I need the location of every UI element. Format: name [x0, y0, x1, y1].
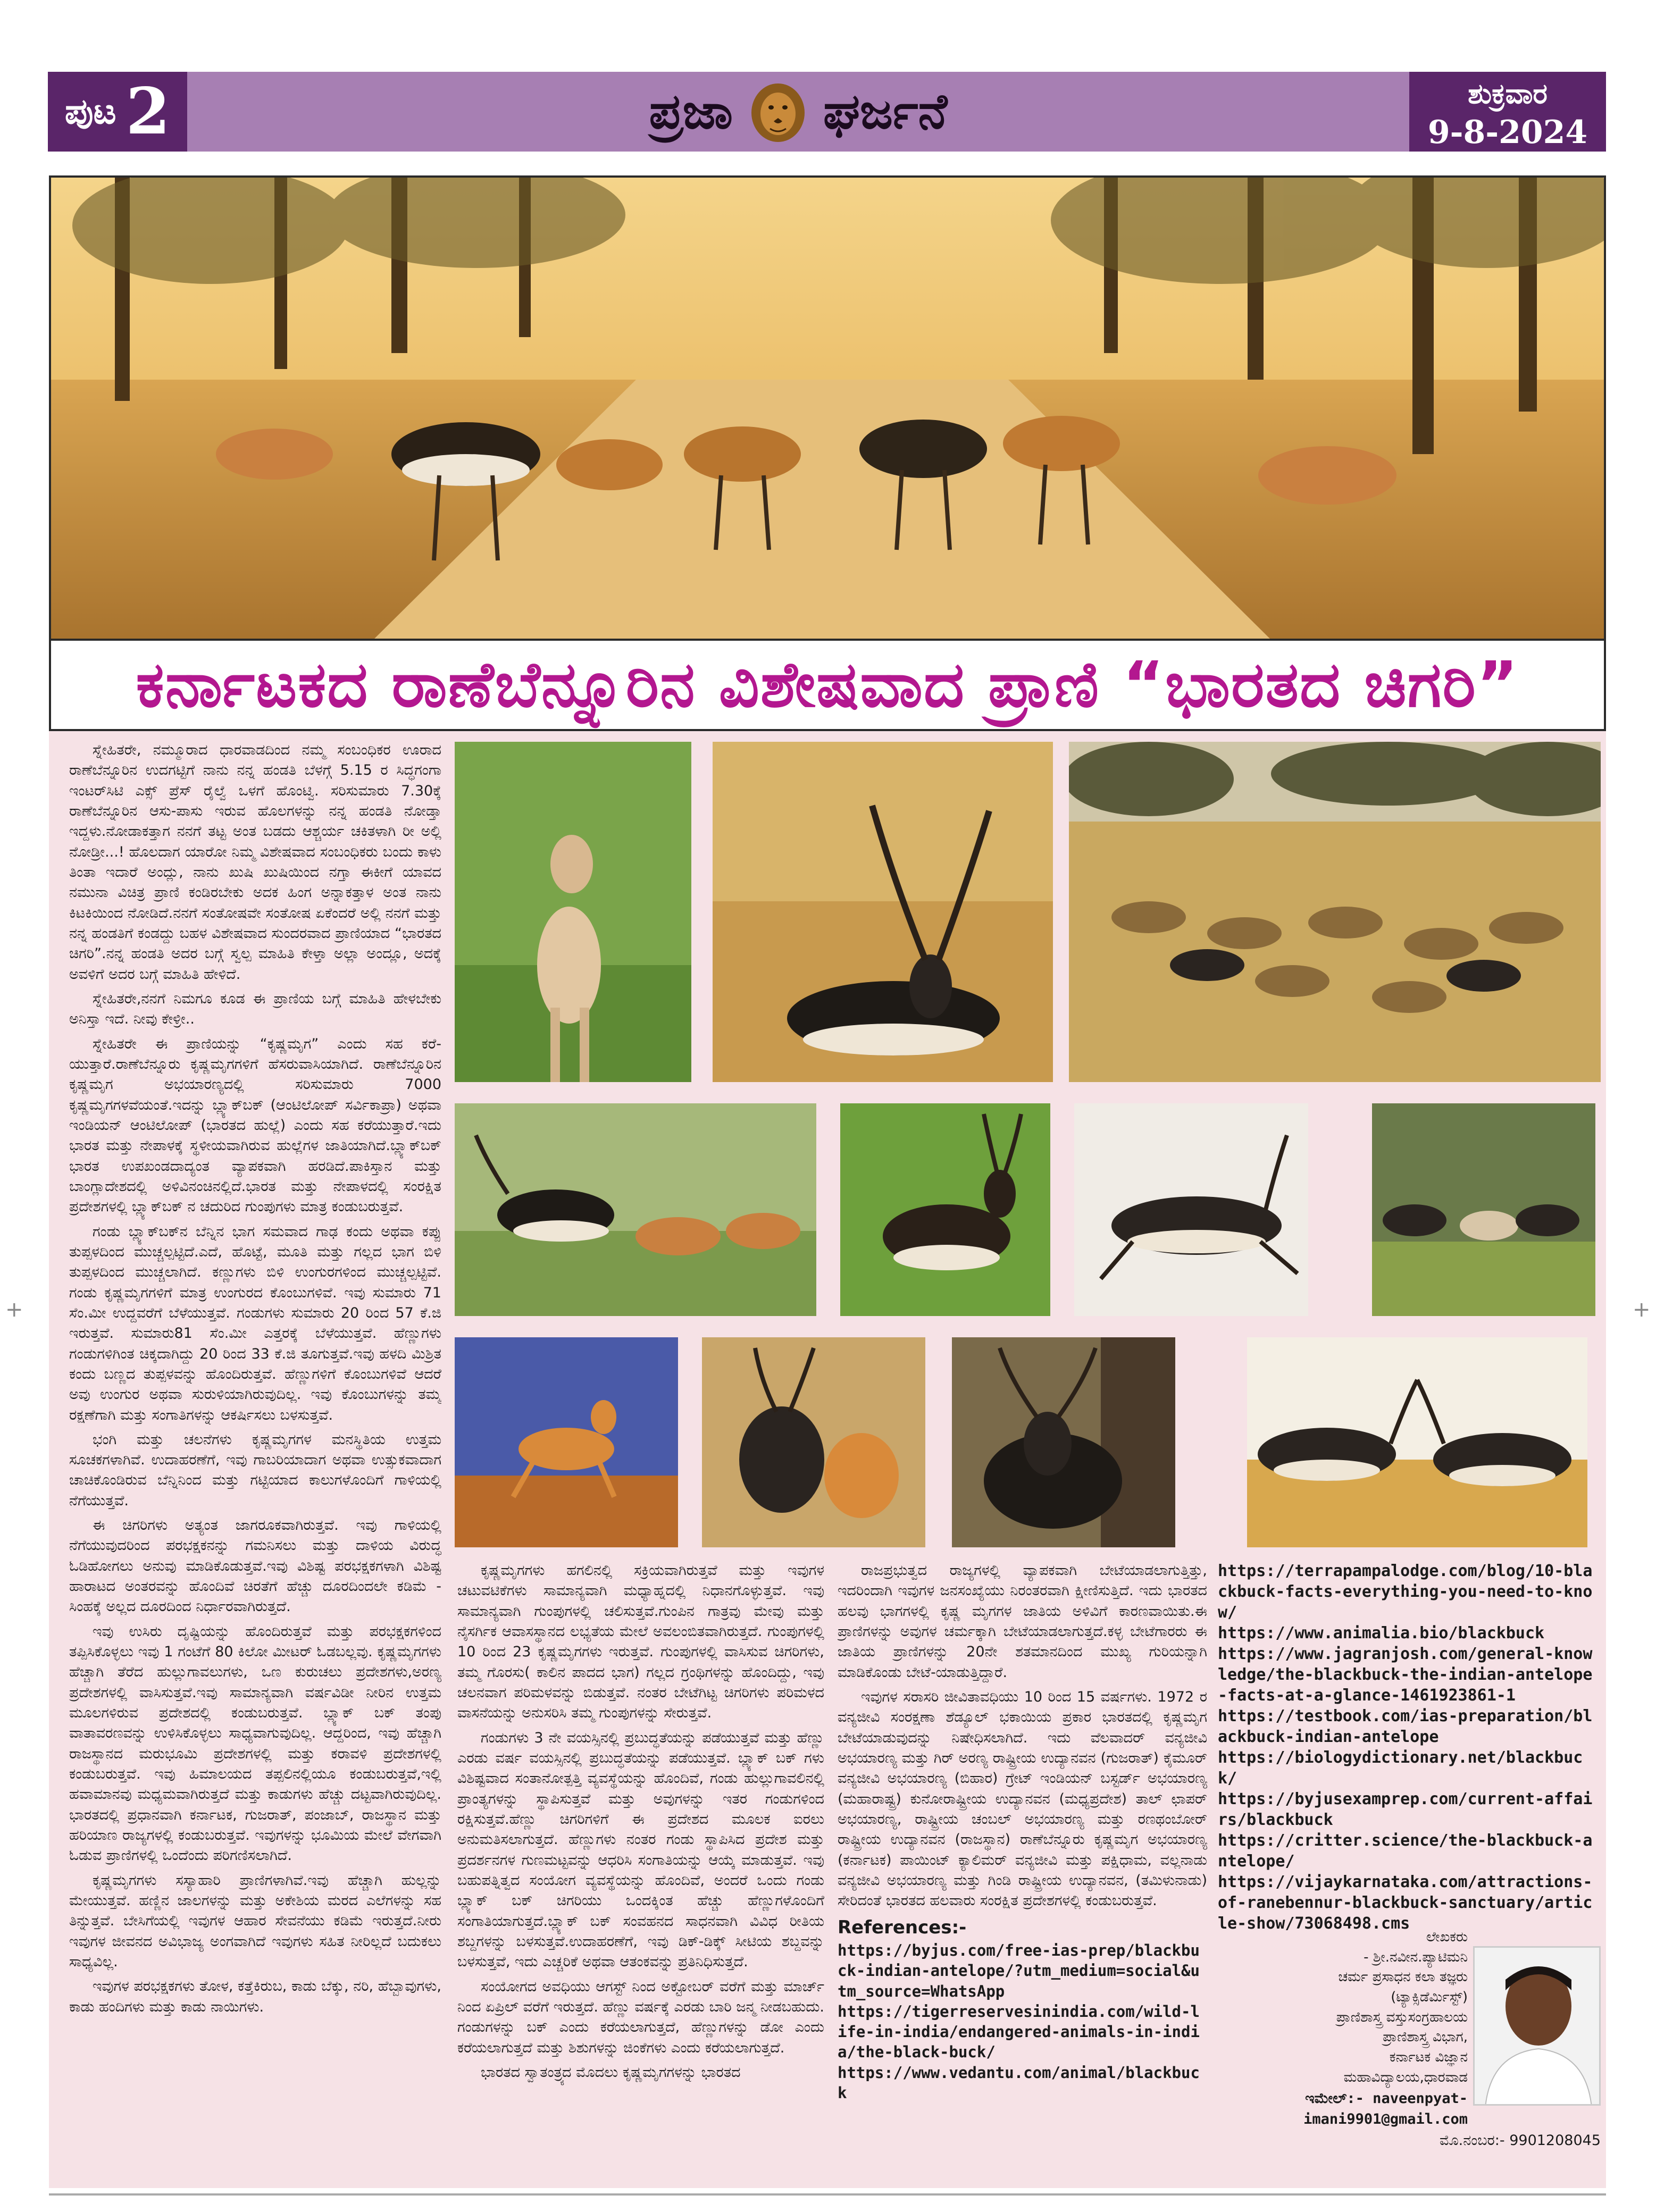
- paragraph: ಸಂಯೋಗದ ಅವಧಿಯು ಆಗಸ್ಟ್ ನಿಂದ ಅಕ್ಟೋಬರ್ ವರೆಗೆ ಮತ್ತು ಮಾರ್ಚ್ ನಿಂದ ಏಪ್ರಿಲ್ ವರೆಗೆ ಇರುತ್ತದೆ. ಹೆಣ್ಣು ವರ್ಷಕ್ಕೆ ಎರಡು ಬಾರಿ ಜನ್ಮ ನೀಡಬಹುದು. ಗಂಡುಗಳನ್ನು ಬಕ್ ಎಂದು ಕರೆಯಲಾಗುತ್ತದೆ, ಹೆಣ್ಣುಗಳನ್ನು ಡೋ ಎಂದು ಕರೆಯಲಾಗುತ್ತದೆ ಮತ್ತು ಶಿಶುಗಳನ್ನು ಜಿಂಕೆಗಳು ಎಂದು ಕರೆಯಲಾಗುತ್ತದೆ.: [457, 1978, 824, 2056]
- paragraph: ರಾಜಪ್ರಭುತ್ವದ ರಾಜ್ಯಗಳಲ್ಲಿ ವ್ಯಾಪಕವಾಗಿ ಬೇಟೆಯಾಡಲಾಗುತ್ತಿತ್ತು, ಇದರಿಂದಾಗಿ ಇವುಗಳ ಜನಸಂಖ್ಯೆಯು ನಿರಂತರವಾಗಿ ಕ್ಷೀಣಿಸುತ್ತಿದೆ. ಇದು ಭಾರತದ ಹಲವು ಭಾಗಗಳಲ್ಲಿ ಕೃಷ್ಣ ಮೃಗಗಳ ಜಾತಿಯ ಅಳಿವಿಗೆ ಕಾರಣವಾಯಿತು.ಈ ಪ್ರಾಣಿಗಳನ್ನು ಅವುಗಳ ಚರ್ಮಕ್ಕಾಗಿ ಬೇಟೆಯಾಡಲಾಗುತ್ತದೆ.ಕಳ್ಳ ಬೇಟೆಗಾರರು ಈ ಜಾತಿಯ ಪ್ರಾಣಿಗಳನ್ನು 20ನೇ ಶತಮಾನದಿಂದ ಮುಖ್ಯ ಗುರಿಯನ್ನಾಗಿ ಮಾಡಿಕೊಂಡು ಬೇಟೆ-ಯಾಡುತ್ತಿದ್ದಾರೆ.: [838, 1562, 1207, 1681]
- author-name: - ಶ್ರೀ.ನವೀನ.ಪ್ಯಾಟಿಮನಿ: [1364, 1949, 1468, 1965]
- photo-blackbuck-resting: [713, 742, 1053, 1082]
- author-photo: [1473, 1946, 1601, 2106]
- source-link[interactable]: https://critter.science/the-blackbuck-antelope/: [1218, 1831, 1593, 1871]
- weekday: ಶುಕ್ರವಾರ: [1468, 78, 1548, 110]
- reference-link[interactable]: https://byjus.com/free-ias-prep/blackbuck-indian-antelope/?utm_medium=social&utm_source=WhatsApp: [838, 1941, 1200, 2000]
- paragraph: ಕೃಷ್ಣಮೃಗಗಳು ಸಸ್ಯಾಹಾರಿ ಪ್ರಾಣಿಗಳಾಗಿವೆ.ಇವು ಹೆಚ್ಚಾಗಿ ಹುಲ್ಲನ್ನು ಮೇಯುತ್ತವೆ. ಹಣ್ಣಿನ ಜಾಲಗಳನ್ನು ಮತ್ತು ಅಕೇಶಿಯ ಮರದ ಎಲೆಗಳನ್ನು ಸಹ ತಿನ್ನುತ್ತವೆ. ಬೇಸಿಗೆಯಲ್ಲಿ ಇವುಗಳ ಆಹಾರ ಸೇವನೆಯು ಕಡಿಮೆ ಇರುತ್ತದೆ.ನೀರು ಇವುಗಳ ಜೀವನದ ಅವಿಭಾಜ್ಯ ಅಂಗವಾಗಿದೆ ಇವುಗಳು ಸಹಿತ ನೀರಿಲ್ಲದೆ ಬದುಕಲು ಸಾಧ್ಯವಿಲ್ಲ.: [69, 1872, 441, 1971]
- headline-box: [49, 641, 1606, 731]
- crop-mark-right: +: [1633, 1297, 1651, 1322]
- author-phone: ಮೊ.ನಂಬರ:- 9901208045: [1440, 2132, 1601, 2149]
- paragraph: ಗಂಡುಗಳು 3 ನೇ ವಯಸ್ಸಿನಲ್ಲಿ ಪ್ರಬುದ್ಧತೆಯನ್ನು ಪಡೆಯುತ್ತವೆ ಮತ್ತು ಹೆಣ್ಣು ಎರಡು ವರ್ಷ ವಯಸ್ಸಿನಲ್ಲಿ ಪ್ರಬುದ್ಧತೆಯನ್ನು ಪಡೆಯುತ್ತವೆ. ಬ್ಲ್ಯಾಕ್ ಬಕ್ ಗಳು ವಿಶಿಷ್ಟವಾದ ಸಂತಾನೋತ್ಪತ್ತಿ ವ್ಯವಸ್ಥೆಯನ್ನು ಹೊಂದಿವೆ, ಗಂಡು ಹುಲ್ಲುಗಾವಲಿನಲ್ಲಿ ಪ್ರಾಂತ್ಯಗಳನ್ನು ಸ್ಥಾಪಿಸುತ್ತವೆ ಮತ್ತು ಅವುಗಳನ್ನು ಇತರ ಗಂಡುಗಳಿಂದ ರಕ್ಷಿಸುತ್ತವೆ.ಹೆಣ್ಣು ಚಿಗರಿಗಳಿಗೆ ಈ ಪ್ರದೇಶದ ಮೂಲಕ ಐರಲು ಅನುಮತಿಸಲಾಗುತ್ತದೆ. ಹೆಣ್ಣುಗಳು ನಂತರ ಗಂಡು ಸ್ಥಾಪಿಸಿದ ಪ್ರದೇಶ ಮತ್ತು ಪ್ರದರ್ಶನಗಳ ಗುಣಮಟ್ಟವನ್ನು ಆಧರಿಸಿ ಸಂಗಾತಿಯನ್ನು ಆಯ್ಕೆ ಮಾಡುತ್ತವೆ. ಇವು ಬಹುಪತ್ನಿತ್ವದ ಸಂಯೋಗ ವ್ಯವಸ್ಥೆಯನ್ನು ಹೊಂದಿವೆ, ಅಂದರೆ ಒಂದು ಗಂಡು ಬ್ಲ್ಯಾಕ್ ಬಕ್ ಚಿಗರಿಯು ಒಂದಕ್ಕಿಂತ ಹೆಚ್ಚು ಹೆಣ್ಣುಗಳೊಂದಿಗೆ ಸಂಗಾತಿಯಾಗುತ್ತದೆ.ಬ್ಲ್ಯಾಕ್ ಬಕ್ ಸಂವಹನದ ಸಾಧನವಾಗಿ ವಿವಿಧ ರೀತಿಯ ಶಬ್ದಗಳನ್ನು ಬಳಸುತ್ತವೆ.ಉದಾಹರಣೆಗೆ, ಇವು ಡಿಕ್-ಡಿಕ್ಕ್ ಸೀಟಿಯ ಶಬ್ದವನ್ನು ಬಳಸುತ್ತವೆ, ಇದು ಎಚ್ಚರಿಕೆ ಅಥವಾ ಆತಂಕವನ್ನು ಪ್ರತಿನಿಧಿಸುತ್ತದೆ.: [457, 1729, 824, 1971]
- crop-mark-left: +: [5, 1297, 23, 1322]
- page-word: ಪುಟ: [64, 90, 116, 132]
- photo-blackbuck-group: [1372, 1103, 1595, 1316]
- article-column-3: [838, 1561, 1207, 1922]
- references-heading: References:-: [838, 1917, 967, 1938]
- author-byline: [1218, 1928, 1468, 2130]
- author-label: ಲೇಖಕರು: [1426, 1929, 1468, 1945]
- article-column-2: [457, 1561, 824, 2146]
- photo-blackbuck-leaping: [1074, 1103, 1308, 1316]
- paragraph: ಭಾರತದ ಸ್ವಾತಂತ್ರ್ಯದ ಮೊದಲು ಕೃಷ್ಣಮೃಗಗಳನ್ನು ಭಾರತದ: [481, 2064, 741, 2081]
- photo-doe-running: [455, 1337, 678, 1547]
- author-email-2[interactable]: imani9901@gmail.com: [1303, 2110, 1468, 2127]
- article-column-1: [69, 740, 441, 2171]
- source-link[interactable]: https://www.jagranjosh.com/general-knowledge/the-blackbuck-the-indian-antelope-facts-at-a-glance-1461923861-1: [1218, 1645, 1593, 1705]
- masthead: [48, 72, 1606, 152]
- photo-herd-grazing: [1069, 742, 1601, 1082]
- paper-name-right: ಘರ್ಜನೆ: [823, 82, 948, 140]
- photo-blackbuck-and-doe: [702, 1337, 925, 1547]
- source-link[interactable]: https://terrapampalodge.com/blog/10-blackbuck-facts-everything-you-need-to-know/: [1218, 1562, 1593, 1622]
- photo-blackbuck-with-does: [455, 1103, 816, 1316]
- hero-photo-blackbuck-herd: [49, 175, 1606, 641]
- paragraph: ಇವು ಉಸಿರು ದೃಷ್ಟಿಯನ್ನು ಹೊಂದಿರುತ್ತವೆ ಮತ್ತು ಪರಭಕ್ಷಕಗಳಿಂದ ತಪ್ಪಿಸಿಕೊಳ್ಳಲು ಇವು 1 ಗಂಟೆಗೆ 80 ಕಿಲೋ ಮೀಟರ್ ಓಡಬಲ್ಲವು. ಕೃಷ್ಣಮೃಗಗಳು ಹೆಚ್ಚಾಗಿ ತೆರೆದ ಹುಲ್ಲುಗಾವಲುಗಳು, ಒಣ ಕುರುಚಲು ಪ್ರದೇಶಗಳು,ಅರಣ್ಯ ಪ್ರದೇಶಗಳಲ್ಲಿ ವಾಸಿಸುತ್ತವೆ.ಇವು ಸಾಮಾನ್ಯವಾಗಿ ವರ್ಷವಿಡೀ ನೀರಿನ ಉತ್ತಮ ಮೂಲಗಳಿರುವ ಪ್ರದೇಶದಲ್ಲಿ ಕಂಡುಬರುತ್ತವೆ. ಬ್ಲ್ಯಾಕ್ ಬಕ್ ತಂಪು ವಾತಾವರಣವನ್ನು ಉಳಿಸಿಕೊಳ್ಳಲು ಸಾಧ್ಯವಾಗುವುದಿಲ್ಲ. ಆದ್ದರಿಂದ, ಇವು ಹೆಚ್ಚಾಗಿ ರಾಜಸ್ಥಾನದ ಮರುಭೂಮಿ ಪ್ರದೇಶಗಳಲ್ಲಿ ಮತ್ತು ಕರಾವಳಿ ಪ್ರದೇಶಗಳಲ್ಲಿ ಕಂಡುಬರುತ್ತವೆ. ಇವು ಹಿಮಾಲಯದ ತಪ್ಪಲಿನಲ್ಲಿಯೂ ಕಂಡುಬರುತ್ತವೆ,ಇಲ್ಲಿ ಹವಾಮಾನವು ಮಧ್ಯಮವಾಗಿರುತ್ತದೆ ಮತ್ತು ಕಾಡುಗಳು ಹೆಚ್ಚು ದಟ್ಟವಾಗಿರುವುದಿಲ್ಲ. ಭಾರತದಲ್ಲಿ ಪ್ರಧಾನವಾಗಿ ಕರ್ನಾಟಕ, ಗುಜರಾತ್, ಪಂಜಾಬ್, ರಾಜಸ್ಥಾನ ಮತ್ತು ಹರಿಯಾಣ ರಾಜ್ಯಗಳಲ್ಲಿ ಕಂಡುಬರುತ್ತವೆ. ಇವುಗಳನ್ನು ಭೂಮಿಯ ಮೇಲೆ ವೇಗವಾಗಿ ಓಡುವ ಪ್ರಾಣಿಗಳಲ್ಲಿ ಒಂದೆಂದು ಪರಿಗಣಿಸಲಾಗಿದೆ.: [69, 1623, 441, 1864]
- source-link[interactable]: https://biologydictionary.net/blackbuck/: [1218, 1748, 1583, 1788]
- paragraph: ಕೃಷ್ಣಮೃಗಗಳು ಹಗಲಿನಲ್ಲಿ ಸಕ್ರಿಯವಾಗಿರುತ್ತವೆ ಮತ್ತು ಇವುಗಳ ಚಟುವಟಿಕೆಗಳು ಸಾಮಾನ್ಯವಾಗಿ ಮಧ್ಯಾಹ್ನದಲ್ಲಿ ನಿಧಾನಗೊಳ್ಳುತ್ತವೆ. ಇವು ಸಾಮಾನ್ಯವಾಗಿ ಗುಂಪುಗಳಲ್ಲಿ ಚಲಿಸುತ್ತವೆ.ಗುಂಪಿನ ಗಾತ್ರವು ಮೇವು ಮತ್ತು ನೈಸರ್ಗಿಕ ಆವಾಸಸ್ಥಾನದ ಲಭ್ಯತೆಯ ಮೇಲೆ ಅವಲಂಬಿತವಾಗಿರುತ್ತದೆ. ಗುಂಪುಗಳಲ್ಲಿ 10 ರಿಂದ 23 ಕೃಷ್ಣಮೃಗಗಳು ಇರುತ್ತವೆ. ಗುಂಪುಗಳಲ್ಲಿ ವಾಸಿಸುವ ಚಿಗರಿಗಳು, ತಮ್ಮ ಗೊರಸು( ಕಾಲಿನ ಪಾದದ ಭಾಗ) ಗಲ್ಲದ ಗ್ರಂಥಿಗಳನ್ನು ಹೊಂದಿದ್ದು, ಇವು ಚಲನವಾಗ ಪರಿಮಳವನ್ನು ಬಿಡುತ್ತವೆ. ನಂತರ ಬೇಟೆಗಿಟ್ಟ ಚಿಗರಿಗಳು ಪರಿಮಳದ ವಾಸನೆಯನ್ನು ಅನುಸರಿಸಿ ತಮ್ಮ ಗುಂಪುಗಳನ್ನು ಸೇರುತ್ತವೆ.: [457, 1562, 824, 1722]
- author-dept-3: ಕರ್ನಾಟಕ ವಿಜ್ಞಾನ: [1389, 2049, 1468, 2066]
- references: [838, 1917, 1207, 2103]
- author-dept-4: ಮಹಾವಿದ್ಯಾಲಯ,ಧಾರವಾಡ: [1343, 2069, 1468, 2085]
- author-role-2: (ಟ್ಯಾಕ್ಸಿಡೆರ್ಮಿಸ್ಟ್): [1391, 1989, 1468, 2006]
- author-email-1[interactable]: ಇಮೇಲ್:- naveenpyat-: [1305, 2090, 1468, 2107]
- reference-link[interactable]: https://www.vedantu.com/animal/blackbuck: [838, 2063, 1200, 2102]
- bottom-rule: [49, 2193, 1606, 2196]
- headline: ಕರ್ನಾಟಕದ ರಾಣೆಬೆನ್ನೂರಿನ ವಿಶೇಷವಾದ ಪ್ರಾಣಿ “ಭಾರತದ ಚಿಗರಿ”: [136, 648, 1519, 721]
- source-link[interactable]: https://testbook.com/ias-preparation/blackbuck-indian-antelope: [1218, 1707, 1593, 1746]
- photo-blackbuck-portrait: [952, 1337, 1175, 1547]
- author-dept-1: ಪ್ರಾಣಿಶಾಸ್ತ್ರ ವಸ್ತುಸಂಗ್ರಹಾಲಯ: [1336, 2009, 1468, 2025]
- newspaper-name: [187, 72, 1409, 152]
- author-role: ಚರ್ಮ ಪ್ರಸಾಧನ ಕಲಾ ತಜ್ಞರು: [1338, 1969, 1468, 1985]
- photo-blackbuck-standing: [840, 1103, 1050, 1316]
- paragraph: ಸ್ನೇಹಿತರೇ ಈ ಪ್ರಾಣಿಯನ್ನು “ಕೃಷ್ಣಮೃಗ” ಎಂದು ಸಹ ಕರೆ-ಯುತ್ತಾರೆ.ರಾಣೆಬೆನ್ನೂರು ಕೃಷ್ಣಮೃಗಗಳಿಗೆ ಹೆಸರುವಾಸಿಯಾಗಿದೆ. ರಾಣೆಬೆನ್ನೂರಿನ ಕೃಷ್ಣಮೃಗ ಅಭಯಾರಣ್ಯದಲ್ಲಿ ಸರಿಸುಮಾರು 7000 ಕೃಷ್ಣಮೃಗಗಳವೆಯಂತೆ.ಇದನ್ನು ಬ್ಲ್ಯಾಕ್‌ಬಕ್ (ಆಂಟಿಲೋಪ್ ಸರ್ವಿಕಾಪ್ರಾ) ಅಥವಾ ಇಂಡಿಯನ್ ಆಂಟಿಲೋಪ್ (ಭಾರತದ ಹುಲ್ಲೆ) ಎಂದು ಸಹ ಕರೆಯುತ್ತಾರೆ.ಇದು ಭಾರತ ಮತ್ತು ನೇಪಾಳಕ್ಕೆ ಸ್ಥಳೀಯವಾಗಿರುವ ಹುಲ್ಲೆಗಳ ಜಾತಿಯಾಗಿದೆ.ಬ್ಲ್ಯಾಕ್‌ಬಕ್ ಭಾರತ ಉಪಖಂಡದಾದ್ಯಂತ ವ್ಯಾಪಕವಾಗಿ ಹರಡಿದೆ.ಪಾಕಿಸ್ತಾನ ಮತ್ತು ಬಾಂಗ್ಲಾದೇಶದಲ್ಲಿ ಅಳಿವಿನಂಚಿನಲ್ಲಿದೆ.ಭಾರತ ಮತ್ತು ನೇಪಾಳದಲ್ಲಿ ಸಂರಕ್ಷಿತ ಪ್ರದೇಶಗಳಲ್ಲಿ ಬ್ಲ್ಯಾಕ್‌ಬಕ್ ನ ಚದುರಿದ ಗುಂಪುಗಳು ಮಾತ್ರ ಕಂಡುಬರುತ್ತವೆ.: [69, 1035, 441, 1216]
- issue-date: 9-8-2024: [1427, 114, 1588, 151]
- date-box: [1409, 72, 1606, 152]
- source-links: [1218, 1561, 1595, 1934]
- page-number: 2: [126, 74, 171, 149]
- paragraph: ಇವುಗಳ ಸರಾಸರಿ ಜೀವಿತಾವಧಿಯು 10 ರಿಂದ 15 ವರ್ಷಗಳು. 1972 ರ ವನ್ಯಜೀವಿ ಸಂರಕ್ಷಣಾ ಶೆಡ್ಯೂಲ್ ಭಕಾಯಿಯ ಪ್ರಕಾರ ಭಾರತದಲ್ಲಿ ಕೃಷ್ಣಮೃಗ ಬೇಟೆಯಾಡುವುದನ್ನು ನಿಷೇಧಿಸಲಾಗಿದೆ. ಇದು ವೆಲವಾದರ್ ವನ್ಯಜೀವಿ ಅಭಯಾರಣ್ಯ ಮತ್ತು ಗಿರ್ ಅರಣ್ಯ ರಾಷ್ಟ್ರೀಯ ಉದ್ಯಾನವನ (ಗುಜರಾತ್) ಕೈಮೂರ್ ವನ್ಯಜೀವಿ ಅಭಯಾರಣ್ಯ (ಬಿಹಾರ) ಗ್ರೇಟ್ ಇಂಡಿಯನ್ ಬಸ್ಟರ್ಡ್ ಅಭಯಾರಣ್ಯ (ಮಹಾರಾಷ್ಟ್ರ) ಕುನೋರಾಷ್ಟ್ರೀಯ ಉದ್ಯಾನವನ (ಮಧ್ಯಪ್ರದೇಶ) ತಾಲ್ ಛಾಪರ್ ಅಭಯಾರಣ್ಯ, ರಾಷ್ಟ್ರೀಯ ಚಂಬಲ್ ಅಭಯಾರಣ್ಯ ಮತ್ತು ರಣಥಂಬೋರ್ ರಾಷ್ಟ್ರೀಯ ಉದ್ಯಾನವನ (ರಾಜಸ್ಥಾನ) ರಾಣೆಬೆನ್ನೂರು ಕೃಷ್ಣಮೃಗ ಅಭಯಾರಣ್ಯ (ಕರ್ನಾಟಕ) ಪಾಯಿಂಟ್ ಕ್ಯಾಲಿಮರ್ ವನ್ಯಜೀವಿ ಮತ್ತು ಪಕ್ಷಿಧಾಮ, ವಲ್ಲನಾಡು ವನ್ಯಜೀವಿ ಅಭಯಾರಣ್ಯ ಮತ್ತು ಗಿಂಡಿ ರಾಷ್ಟ್ರೀಯ ಉದ್ಯಾನವನ, (ತಮಿಳುನಾಡು) ಸೇರಿದಂತೆ ಭಾರತದ ಹಲವಾರು ಸಂರಕ್ಷಿತ ಪ್ರದೇಶಗಳಲ್ಲಿ ಕಂಡುಬರುತ್ತವೆ.: [838, 1688, 1207, 1909]
- photo-fawn: [455, 742, 691, 1082]
- source-link[interactable]: https://byjusexamprep.com/current-affairs/blackbuck: [1218, 1790, 1593, 1829]
- paragraph: ಇವುಗಳ ಪರಭಕ್ಷಕಗಳು ತೋಳ, ಕತ್ತೆಕಿರುಬ, ಕಾಡು ಬೆಕ್ಕು, ನರಿ, ಹೆಬ್ಬಾವುಗಳು, ಕಾಡು ಹಂದಿಗಳು ಮತ್ತು ಕಾಡು ನಾಯಿಗಳು.: [69, 1978, 441, 2015]
- paragraph: ಸ್ನೇಹಿತರೇ, ನಮ್ಮೂರಾದ ಧಾರವಾಡದಿಂದ ನಮ್ಮ ಸಂಬಂಧಿಕರ ಊರಾದ ರಾಣೆಬೆನ್ನೂರಿನ ಉದಗಟ್ಟಿಗೆ ನಾನು ನನ್ನ ಹಂಡತಿ ಬೆಳಗ್ಗೆ 5.15 ರ ಸಿದ್ಧಗಂಗಾ ಇಂಟರ್‌ಸಿಟಿ ಎಕ್ಸ್ ಪ್ರೆಸ್ ರೈಲ್ವೆ ಒಳಗೆ ಹೊಂಟ್ವಿ. ಸರಿಸುಮಾರು 7.30ಕ್ಕೆ ರಾಣೆಬೆನ್ನೂರಿನ ಆಸು-ಪಾಸು ಇರುವ ಹೊಲಗಳನ್ನು ನನ್ನ ಹಂಡತಿ ನೋಡ್ತಾ ಇದ್ದಳು.ನೋಡಾಕತ್ತಾಗ ನನಗೆ ತಟ್ಟ ಅಂತ ಬಡದು ಆಶ್ಚರ್ಯ ಚಕಿತಳಾಗಿ ರೀ ಅಲ್ಲಿ ನೋಡ್ರೀ...! ಹೊಲದಾಗ ಯಾರೋ ನಿಮ್ಮ ವಿಶೇಷವಾದ ಸಂಬಂಧಿಕರು ಬಂದು ಕಾಳು ತಿಂತಾ ಇದಾರೆ ಅಂದ್ಲು, ನಾನು ಖುಷಿ ಖುಷಿಯಿಂದ ನಗ್ತಾ ಈಕೀಗೆ ಯಾವದ ನಮುನಾ ವಿಚಿತ್ರ ಪ್ರಾಣಿ ಕಂಡಿರಬೇಕು ಅದಕ ಹಿಂಗ ಅನ್ನಾಕತ್ತಾಳ ಅಂತ ನಾನು ಕಿಟಕಿಯಿಂದ ನೋಡಿದೆ.ನನಗೆ ಸಂತೋಷವೇ ಸಂತೋಷ ಏಕೆಂದರೆ ಅಲ್ಲಿ ನನಗೆ ಮತ್ತು ನನ್ನ ಹಂಡತಿಗೆ ಕಂಡದ್ದು ಬಹಳ ವಿಶೇಷವಾದ ಸುಂದರವಾದ ಪ್ರಾಣಿಯಾದ “ಭಾರತದ ಚಿಗರಿ”.ನನ್ನ ಹಂಡತಿ ಅದರ ಬಗ್ಗೆ ಸ್ವಲ್ಪ ಮಾಹಿತಿ ಕೇಳ್ತಾ ಅಲ್ಲಾ ಅಂದ್ಲೂ, ಅದಕ್ಕೆ ಅವಳಿಗೆ ಅದರ ಬಗ್ಗೆ ಮಾಹಿತಿ ಹೇಳಿದೆ.: [69, 742, 441, 983]
- page-number-badge: [48, 72, 187, 152]
- source-link[interactable]: https://vijaykarnataka.com/attractions-of-ranebennur-blackbuck-sanctuary/article-show/73068498.cms: [1218, 1873, 1593, 1933]
- source-link[interactable]: https://www.animalia.bio/blackbuck: [1218, 1624, 1545, 1643]
- paragraph: ಗಂಡು ಬ್ಲ್ಯಾಕ್‌ಬಕ್‌ನ ಬೆನ್ನಿನ ಭಾಗ ಸಮವಾದ ಗಾಢ ಕಂದು ಅಥವಾ ಕಪ್ಪು ತುಪ್ಪಳದಿಂದ ಮುಚ್ಚಲ್ಪಟ್ಟಿದೆ.ಎದೆ, ಹೊಟ್ಟೆ, ಮೂತಿ ಮತ್ತು ಗಲ್ಲದ ಭಾಗ ಬಿಳಿ ತುಪ್ಪಳದಿಂದ ಮುಚ್ಚಲಾಗಿದೆ. ಕಣ್ಣುಗಳು ಬಿಳಿ ಉಂಗುರಗಳಿಂದ ಮುಚ್ಚಲ್ಪಟ್ಟಿವೆ. ಗಂಡು ಕೃಷ್ಣಮೃಗಗಳಿಗೆ ಮಾತ್ರ ಉಂಗುರದ ಕೊಂಬುಗಳಿವೆ. ಇವು ಸುಮಾರು 71 ಸೆಂ.ಮೀ ಉದ್ದವರೆಗೆ ಬೆಳೆಯುತ್ತವೆ. ಗಂಡುಗಳು ಸುಮಾರು 20 ರಿಂದ 57 ಕೆ.ಜಿ ಇರುತ್ತವೆ. ಸುಮಾರು81 ಸೆಂ.ಮೀ ಎತ್ತರಕ್ಕೆ ಬೆಳೆಯುತ್ತವೆ. ಹೆಣ್ಣುಗಳು ಗಂಡುಗಳಿಗಿಂತ ಚಿಕ್ಕದಾಗಿದ್ದು 20 ರಿಂದ 33 ಕೆ.ಜಿ ತೂಗುತ್ತವೆ.ಇವು ಹಳದಿ ಮಿಶ್ರಿತ ಕಂದು ಬಣ್ಣದ ತುಪ್ಪಳವನ್ನು ಹೊಂದಿರುತ್ತವೆ. ಹೆಣ್ಣುಗಳಿಗೆ ಕೊಂಬುಗಳಿವೆ ಆದರೆ ಅವು ಉಂಗುರ ಅಥವಾ ಸುರುಳಿಯಾಗಿರುವುದಿಲ್ಲ. ಇವು ಕೊಂಬುಗಳನ್ನು ತಮ್ಮ ರಕ್ಷಣೆಗಾಗಿ ಮತ್ತು ಸಂಗಾತಿಗಳನ್ನು ಆಕರ್ಷಿಸಲು ಬಳಸುತ್ತವೆ.: [69, 1223, 441, 1423]
- reference-link[interactable]: https://tigerreservesinindia.com/wild-life-in-india/endangered-animals-in-india/the-black-buck/: [838, 2002, 1200, 2062]
- lion-logo-icon: [749, 80, 807, 144]
- paper-name-left: ಪ್ರಜಾ: [649, 82, 733, 140]
- author-dept-2: ಪ್ರಾಣಿಶಾಸ್ತ್ರ ವಿಭಾಗ,: [1383, 2029, 1468, 2046]
- paragraph: ಸ್ನೇಹಿತರೇ,ನನಗೆ ನಿಮಗೂ ಕೂಡ ಈ ಪ್ರಾಣಿಯ ಬಗ್ಗೆ ಮಾಹಿತಿ ಹೇಳಬೇಕು ಅನಿಸ್ತಾ ಇದೆ. ನೀವು ಕೇಳ್ರೀ..: [69, 990, 441, 1028]
- paragraph: ಈ ಚಿಗರಿಗಳು ಅತ್ಯಂತ ಜಾಗರೂಕವಾಗಿರುತ್ತವೆ. ಇವು ಗಾಳಿಯಲ್ಲಿ ನೆಗೆಯುವುದರಿಂದ ಪರಭಕ್ಷಕನನ್ನು ಗಮನಿಸಲು ಮತ್ತು ದಾಳಿಯ ವಿರುದ್ಧ ಓಡಿಹೋಗಲು ಅನುವು ಮಾಡಿಕೊಡುತ್ತವೆ.ಇವು ವಿಶಿಷ್ಟ ಪರಭಕ್ಷಕಗಳಾಗಿ ವಿಶಿಷ್ಟ ಹಾರಾಟದ ಅಂತರವನ್ನು ಹೊಂದಿವೆ ಚಿರತೆಗೆ ಹೆಚ್ಚು ದೂರದಿಂದಲೇ ಕಡಿಮೆ - ಸಿಂಹಕ್ಕೆ ಅಲ್ಲದ ದೂರದಿಂದ ನಿರ್ಧಾರವಾಗಿರುತ್ತದೆ.: [69, 1517, 441, 1615]
- photo-blackbucks-sparring: [1247, 1337, 1587, 1547]
- paragraph: ಭಂಗಿ ಮತ್ತು ಚಲನೆಗಳು ಕೃಷ್ಣಮೃಗಗಳ ಮನಸ್ಥಿತಿಯ ಉತ್ತಮ ಸೂಚಕಗಳಾಗಿವೆ. ಉದಾಹರಣೆಗೆ, ಇವು ಗಾಬರಿಯಾದಾಗ ಅಥವಾ ಉತ್ಸುಕವಾದಾಗ ಚಾಚಿಕೊಂಡಿರುವ ಬೆನ್ನಿನಿಂದ ಮತ್ತು ಗಟ್ಟಿಯಾದ ಕಾಲುಗಳೊಂದಿಗೆ ಗಾಳಿಯಲ್ಲಿ ನೆಗೆಯುತ್ತವೆ.: [69, 1431, 441, 1509]
